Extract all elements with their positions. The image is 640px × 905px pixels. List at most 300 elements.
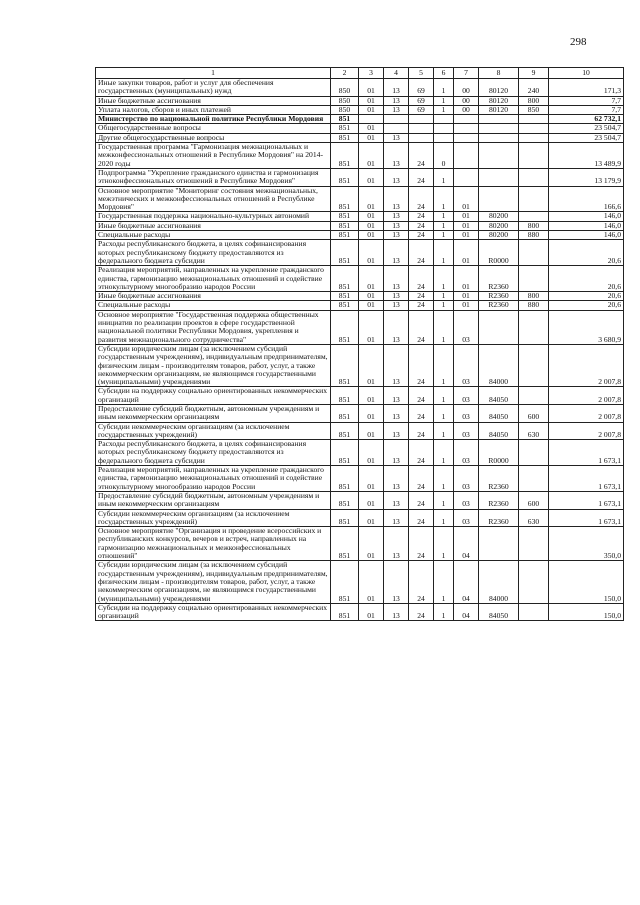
code-cell xyxy=(519,561,549,603)
table-row xyxy=(96,240,624,266)
code-cell: 03 xyxy=(454,491,479,509)
code-cell: 13 xyxy=(384,509,409,527)
amount-cell: 23 504,7 xyxy=(549,124,624,133)
code-cell: 04 xyxy=(454,561,479,603)
code-cell: 1 xyxy=(434,240,454,266)
code-cell: 1 xyxy=(434,404,454,422)
code-cell: 1 xyxy=(434,105,454,114)
table-row xyxy=(96,105,624,114)
code-cell: 69 xyxy=(409,79,434,97)
amount-cell: 1 673,1 xyxy=(549,440,624,466)
code-cell: 01 xyxy=(359,133,384,142)
code-cell: R2360 xyxy=(479,266,519,292)
table-row xyxy=(96,231,624,240)
column-header: 4 xyxy=(384,68,409,79)
code-cell: 13 xyxy=(384,440,409,466)
code-cell xyxy=(519,344,549,386)
code-cell: 01 xyxy=(359,561,384,603)
code-cell: 24 xyxy=(409,344,434,386)
code-cell: 80120 xyxy=(479,79,519,97)
amount-cell: 146,0 xyxy=(549,221,624,230)
code-cell xyxy=(519,115,549,124)
description-cell: Реализация мероприятий, направленных на укрепление гражданского единства, гармонизацию межнациональных отношений и содействие этнокультурному многообразию народов России xyxy=(96,466,331,492)
column-header: 9 xyxy=(519,68,549,79)
description-cell: Основное мероприятие "Государственная поддержка общественных инициатив по реализации проектов в сфере государственной национальной политики Республики Мордовия, укрепления и развития межнационального сотрудничества" xyxy=(96,310,331,344)
amount-cell: 150,0 xyxy=(549,603,624,621)
budget-table xyxy=(95,67,624,621)
amount-cell: 13 179,9 xyxy=(549,168,624,186)
code-cell xyxy=(454,124,479,133)
code-cell: 13 xyxy=(384,240,409,266)
code-cell xyxy=(519,133,549,142)
code-cell xyxy=(409,124,434,133)
table-row xyxy=(96,301,624,310)
amount-cell: 62 732,1 xyxy=(549,115,624,124)
description-cell: Предоставление субсидий бюджетным, автономным учреждениям и иным некоммерческим организациям xyxy=(96,491,331,509)
code-cell: 24 xyxy=(409,404,434,422)
code-cell: 13 xyxy=(384,310,409,344)
code-cell: 1 xyxy=(434,186,454,212)
code-cell: 13 xyxy=(384,186,409,212)
code-cell: 13 xyxy=(384,527,409,561)
code-cell: 01 xyxy=(359,231,384,240)
code-cell: 00 xyxy=(454,96,479,105)
code-cell: 13 xyxy=(384,301,409,310)
code-cell: 01 xyxy=(359,96,384,105)
code-cell: R2360 xyxy=(479,491,519,509)
code-cell: 24 xyxy=(409,491,434,509)
code-cell: 13 xyxy=(384,292,409,301)
description-cell: Министерство по национальной политике Республики Мордовия xyxy=(96,115,331,124)
code-cell xyxy=(519,143,549,169)
code-cell: 1 xyxy=(434,440,454,466)
description-cell: Другие общегосударственные вопросы xyxy=(96,133,331,142)
table-row xyxy=(96,509,624,527)
code-cell: 84050 xyxy=(479,404,519,422)
code-cell: 1 xyxy=(434,79,454,97)
amount-cell: 2 007,8 xyxy=(549,387,624,405)
table-row xyxy=(96,422,624,440)
code-cell: 850 xyxy=(519,105,549,114)
description-cell: Субсидии юридическим лицам (за исключением субсидий государственным учреждениям), индивидуальным предпринимателям, физическим лицам - производителям товаров, работ, услуг, а также некоммерческим организациям, не являющимся государственными (муниципальными) учреждениями xyxy=(96,344,331,386)
code-cell xyxy=(519,124,549,133)
code-cell: 80200 xyxy=(479,212,519,221)
table-row xyxy=(96,440,624,466)
code-cell: 851 xyxy=(331,186,359,212)
code-cell: 01 xyxy=(359,527,384,561)
table-body xyxy=(96,68,624,621)
code-cell: 1 xyxy=(434,603,454,621)
code-cell: 01 xyxy=(359,221,384,230)
code-cell: 13 xyxy=(384,387,409,405)
amount-cell: 171,3 xyxy=(549,79,624,97)
code-cell: 13 xyxy=(384,404,409,422)
code-cell xyxy=(434,115,454,124)
description-cell: Субсидии на поддержку социально ориентированных некоммерческих организаций xyxy=(96,603,331,621)
code-cell: 851 xyxy=(331,124,359,133)
table-row xyxy=(96,603,624,621)
code-cell: 24 xyxy=(409,143,434,169)
table-row xyxy=(96,96,624,105)
table-row xyxy=(96,221,624,230)
code-cell: 850 xyxy=(331,79,359,97)
code-cell: 01 xyxy=(454,240,479,266)
code-cell: 1 xyxy=(434,387,454,405)
amount-cell: 1 673,1 xyxy=(549,466,624,492)
code-cell: 24 xyxy=(409,603,434,621)
code-cell: 84050 xyxy=(479,387,519,405)
code-cell: 01 xyxy=(454,301,479,310)
code-cell: 851 xyxy=(331,143,359,169)
code-cell: 01 xyxy=(454,292,479,301)
amount-cell: 20,6 xyxy=(549,266,624,292)
table-row xyxy=(96,124,624,133)
amount-cell: 20,6 xyxy=(549,240,624,266)
code-cell: 850 xyxy=(331,96,359,105)
amount-cell: 2 007,8 xyxy=(549,344,624,386)
column-header: 5 xyxy=(409,68,434,79)
code-cell: 03 xyxy=(454,404,479,422)
description-cell: Предоставление субсидий бюджетным, автономным учреждениям и иным некоммерческим организациям xyxy=(96,404,331,422)
code-cell xyxy=(519,527,549,561)
amount-cell: 3 680,9 xyxy=(549,310,624,344)
code-cell: 13 xyxy=(384,133,409,142)
column-header: 6 xyxy=(434,68,454,79)
code-cell: 1 xyxy=(434,491,454,509)
amount-cell: 20,6 xyxy=(549,292,624,301)
code-cell: 01 xyxy=(359,387,384,405)
page-number: 298 xyxy=(570,36,587,48)
code-cell: 01 xyxy=(359,466,384,492)
code-cell: 24 xyxy=(409,292,434,301)
code-cell xyxy=(454,143,479,169)
description-cell: Иные закупки товаров, работ и услуг для обеспечения государственных (муниципальных) нужд xyxy=(96,79,331,97)
code-cell: 851 xyxy=(331,221,359,230)
description-cell: Основное мероприятие "Мониторинг состояния межнациональных, межэтнических и межконфессиональных отношений в Республике Мордовия" xyxy=(96,186,331,212)
code-cell: 03 xyxy=(454,387,479,405)
code-cell: 01 xyxy=(454,266,479,292)
code-cell: 851 xyxy=(331,212,359,221)
table-row xyxy=(96,527,624,561)
code-cell: 1 xyxy=(434,266,454,292)
code-cell xyxy=(384,124,409,133)
amount-cell: 146,0 xyxy=(549,231,624,240)
column-header: 3 xyxy=(359,68,384,79)
code-cell: 1 xyxy=(434,221,454,230)
description-cell: Государственная поддержка национально-культурных автономий xyxy=(96,212,331,221)
table-row xyxy=(96,491,624,509)
table-row xyxy=(96,186,624,212)
amount-cell: 20,6 xyxy=(549,301,624,310)
table-row xyxy=(96,466,624,492)
description-cell: Специальные расходы xyxy=(96,301,331,310)
code-cell: 800 xyxy=(519,96,549,105)
table-row xyxy=(96,344,624,386)
code-cell: 01 xyxy=(359,266,384,292)
code-cell xyxy=(479,186,519,212)
code-cell: 01 xyxy=(359,168,384,186)
code-cell xyxy=(454,133,479,142)
column-header: 8 xyxy=(479,68,519,79)
code-cell: 1 xyxy=(434,344,454,386)
code-cell: 851 xyxy=(331,440,359,466)
code-cell: 13 xyxy=(384,466,409,492)
amount-cell: 150,0 xyxy=(549,561,624,603)
code-cell: 01 xyxy=(359,124,384,133)
description-cell: Расходы республиканского бюджета, в целях софинансирования которых республиканскому бюджету предоставляются из федерального бюджета субсидии xyxy=(96,240,331,266)
code-cell xyxy=(479,115,519,124)
code-cell: 01 xyxy=(454,221,479,230)
code-cell: 13 xyxy=(384,231,409,240)
code-cell: 24 xyxy=(409,466,434,492)
code-cell: 01 xyxy=(359,491,384,509)
amount-cell: 2 007,8 xyxy=(549,404,624,422)
amount-cell: 166,6 xyxy=(549,186,624,212)
code-cell: 24 xyxy=(409,240,434,266)
code-cell: 1 xyxy=(434,292,454,301)
code-cell: 851 xyxy=(331,168,359,186)
code-cell: 851 xyxy=(331,344,359,386)
code-cell xyxy=(454,115,479,124)
code-cell: 13 xyxy=(384,422,409,440)
code-cell: 851 xyxy=(331,133,359,142)
description-cell: Субсидии некоммерческим организациям (за исключением государственных учреждений) xyxy=(96,509,331,527)
code-cell: 01 xyxy=(359,212,384,221)
code-cell: 630 xyxy=(519,509,549,527)
code-cell: 1 xyxy=(434,212,454,221)
code-cell: 01 xyxy=(359,344,384,386)
code-cell: 13 xyxy=(384,603,409,621)
code-cell: 01 xyxy=(454,231,479,240)
amount-cell: 7,7 xyxy=(549,105,624,114)
code-cell: 80120 xyxy=(479,105,519,114)
code-cell: 24 xyxy=(409,422,434,440)
table-row xyxy=(96,310,624,344)
code-cell xyxy=(519,440,549,466)
code-cell xyxy=(479,143,519,169)
code-cell: 01 xyxy=(359,292,384,301)
description-cell: Реализация мероприятий, направленных на укрепление гражданского единства, гармонизацию межнациональных отношений и содействие этнокультурному многообразию народов России xyxy=(96,266,331,292)
code-cell: 1 xyxy=(434,561,454,603)
code-cell: 13 xyxy=(384,105,409,114)
code-cell: 24 xyxy=(409,301,434,310)
code-cell xyxy=(519,387,549,405)
code-cell: 84000 xyxy=(479,344,519,386)
code-cell: R2360 xyxy=(479,509,519,527)
description-cell: Подпрограмма "Укрепление гражданского единства и гармонизация этноконфессиональных отношений в Республике Мордовия" xyxy=(96,168,331,186)
code-cell: 0 xyxy=(434,143,454,169)
code-cell: R2360 xyxy=(479,292,519,301)
code-cell xyxy=(384,115,409,124)
code-cell: 851 xyxy=(331,231,359,240)
code-cell: 851 xyxy=(331,422,359,440)
table-row xyxy=(96,404,624,422)
table-row xyxy=(96,266,624,292)
code-cell: 01 xyxy=(359,603,384,621)
code-cell: 03 xyxy=(454,310,479,344)
code-cell: 1 xyxy=(434,509,454,527)
code-cell: 851 xyxy=(331,404,359,422)
code-cell xyxy=(479,124,519,133)
code-cell: 01 xyxy=(359,310,384,344)
code-cell xyxy=(519,212,549,221)
amount-cell: 7,7 xyxy=(549,96,624,105)
description-cell: Субсидии некоммерческим организациям (за исключением государственных учреждений) xyxy=(96,422,331,440)
code-cell: 851 xyxy=(331,266,359,292)
code-cell: 851 xyxy=(331,240,359,266)
code-cell: 01 xyxy=(359,79,384,97)
code-cell: 80200 xyxy=(479,221,519,230)
code-cell xyxy=(479,310,519,344)
code-cell xyxy=(479,168,519,186)
column-header: 2 xyxy=(331,68,359,79)
code-cell: 1 xyxy=(434,527,454,561)
code-cell: 851 xyxy=(331,527,359,561)
code-cell: 13 xyxy=(384,79,409,97)
code-cell: 84050 xyxy=(479,422,519,440)
code-cell: 600 xyxy=(519,404,549,422)
code-cell: 1 xyxy=(434,422,454,440)
amount-cell: 2 007,8 xyxy=(549,422,624,440)
column-header: 1 xyxy=(96,68,331,79)
description-cell: Субсидии на поддержку социально ориентированных некоммерческих организаций xyxy=(96,387,331,405)
code-cell xyxy=(479,133,519,142)
code-cell xyxy=(519,168,549,186)
code-cell: 1 xyxy=(434,310,454,344)
code-cell: 13 xyxy=(384,212,409,221)
code-cell: 84050 xyxy=(479,603,519,621)
amount-cell: 146,0 xyxy=(549,212,624,221)
code-cell: 1 xyxy=(434,301,454,310)
code-cell: 24 xyxy=(409,221,434,230)
code-cell: 01 xyxy=(454,186,479,212)
description-cell: Общегосударственные вопросы xyxy=(96,124,331,133)
code-cell xyxy=(519,186,549,212)
code-cell: 851 xyxy=(331,491,359,509)
table-row xyxy=(96,168,624,186)
code-cell: 24 xyxy=(409,266,434,292)
amount-cell: 350,0 xyxy=(549,527,624,561)
code-cell: 01 xyxy=(359,422,384,440)
table-row xyxy=(96,115,624,124)
description-cell: Субсидии юридическим лицам (за исключением субсидий государственным учреждениям), индивидуальным предпринимателям, физическим лицам - производителям товаров, работ, услуг, а также некоммерческим организациям, не являющимся государственными (муниципальными) учреждениями xyxy=(96,561,331,603)
code-cell: 851 xyxy=(331,292,359,301)
description-cell: Основное мероприятие "Организация и проведение всероссийских и республиканских конкурсов, вечеров и встреч, направленных на гармонизацию межнациональных и межконфессиональных отношений" xyxy=(96,527,331,561)
code-cell xyxy=(519,266,549,292)
code-cell: 04 xyxy=(454,527,479,561)
code-cell: 851 xyxy=(331,561,359,603)
code-cell: 851 xyxy=(331,115,359,124)
code-cell: 24 xyxy=(409,561,434,603)
code-cell: 01 xyxy=(359,301,384,310)
code-cell: 84000 xyxy=(479,561,519,603)
code-cell: 851 xyxy=(331,466,359,492)
code-cell: 13 xyxy=(384,266,409,292)
code-cell xyxy=(359,115,384,124)
code-cell: 24 xyxy=(409,310,434,344)
code-cell: 800 xyxy=(519,221,549,230)
code-cell: 01 xyxy=(359,143,384,169)
code-cell xyxy=(479,527,519,561)
code-cell: R2360 xyxy=(479,466,519,492)
code-cell: 00 xyxy=(454,105,479,114)
description-cell: Уплата налогов, сборов и иных платежей xyxy=(96,105,331,114)
code-cell: 851 xyxy=(331,387,359,405)
table-row xyxy=(96,561,624,603)
code-cell: 24 xyxy=(409,440,434,466)
code-cell: 80200 xyxy=(479,231,519,240)
code-cell xyxy=(434,133,454,142)
code-cell: 13 xyxy=(384,96,409,105)
code-cell: 851 xyxy=(331,301,359,310)
code-cell: 00 xyxy=(454,79,479,97)
description-cell: Специальные расходы xyxy=(96,231,331,240)
code-cell xyxy=(519,603,549,621)
code-cell: 03 xyxy=(454,344,479,386)
table-row xyxy=(96,143,624,169)
code-cell: 24 xyxy=(409,168,434,186)
description-cell: Расходы республиканского бюджета, в целях софинансирования которых республиканскому бюджету предоставляются из федерального бюджета субсидии xyxy=(96,440,331,466)
table-row xyxy=(96,212,624,221)
code-cell xyxy=(409,115,434,124)
code-cell: 800 xyxy=(519,292,549,301)
code-cell: 03 xyxy=(454,466,479,492)
code-cell xyxy=(519,240,549,266)
code-cell: R0000 xyxy=(479,440,519,466)
amount-cell: 23 504,7 xyxy=(549,133,624,142)
code-cell: 13 xyxy=(384,561,409,603)
code-cell: 24 xyxy=(409,527,434,561)
header-row xyxy=(96,68,624,79)
code-cell xyxy=(434,124,454,133)
code-cell: 850 xyxy=(331,105,359,114)
table-row xyxy=(96,292,624,301)
table-row xyxy=(96,79,624,97)
code-cell: 01 xyxy=(359,404,384,422)
code-cell: 01 xyxy=(359,440,384,466)
code-cell: 851 xyxy=(331,310,359,344)
code-cell: 1 xyxy=(434,231,454,240)
amount-cell: 13 489,9 xyxy=(549,143,624,169)
code-cell: 851 xyxy=(331,509,359,527)
code-cell: 13 xyxy=(384,221,409,230)
code-cell: 851 xyxy=(331,603,359,621)
code-cell: 13 xyxy=(384,143,409,169)
code-cell: 24 xyxy=(409,186,434,212)
amount-cell: 1 673,1 xyxy=(549,509,624,527)
code-cell: 01 xyxy=(359,186,384,212)
code-cell xyxy=(519,310,549,344)
column-header: 7 xyxy=(454,68,479,79)
code-cell: 1 xyxy=(434,168,454,186)
amount-cell: 1 673,1 xyxy=(549,491,624,509)
description-cell: Иные бюджетные ассигнования xyxy=(96,96,331,105)
code-cell: 24 xyxy=(409,212,434,221)
table-row xyxy=(96,133,624,142)
code-cell: 01 xyxy=(359,240,384,266)
code-cell: 1 xyxy=(434,96,454,105)
code-cell: 03 xyxy=(454,509,479,527)
table-row xyxy=(96,387,624,405)
code-cell: 01 xyxy=(359,105,384,114)
code-cell: R2360 xyxy=(479,301,519,310)
description-cell: Государственная программа "Гармонизация межнациональных и межконфессиональных отношений в Республике Мордовия" на 2014-2020 годы xyxy=(96,143,331,169)
code-cell: R0000 xyxy=(479,240,519,266)
code-cell: 13 xyxy=(384,168,409,186)
description-cell: Иные бюджетные ассигнования xyxy=(96,221,331,230)
code-cell: 630 xyxy=(519,422,549,440)
code-cell: 24 xyxy=(409,387,434,405)
